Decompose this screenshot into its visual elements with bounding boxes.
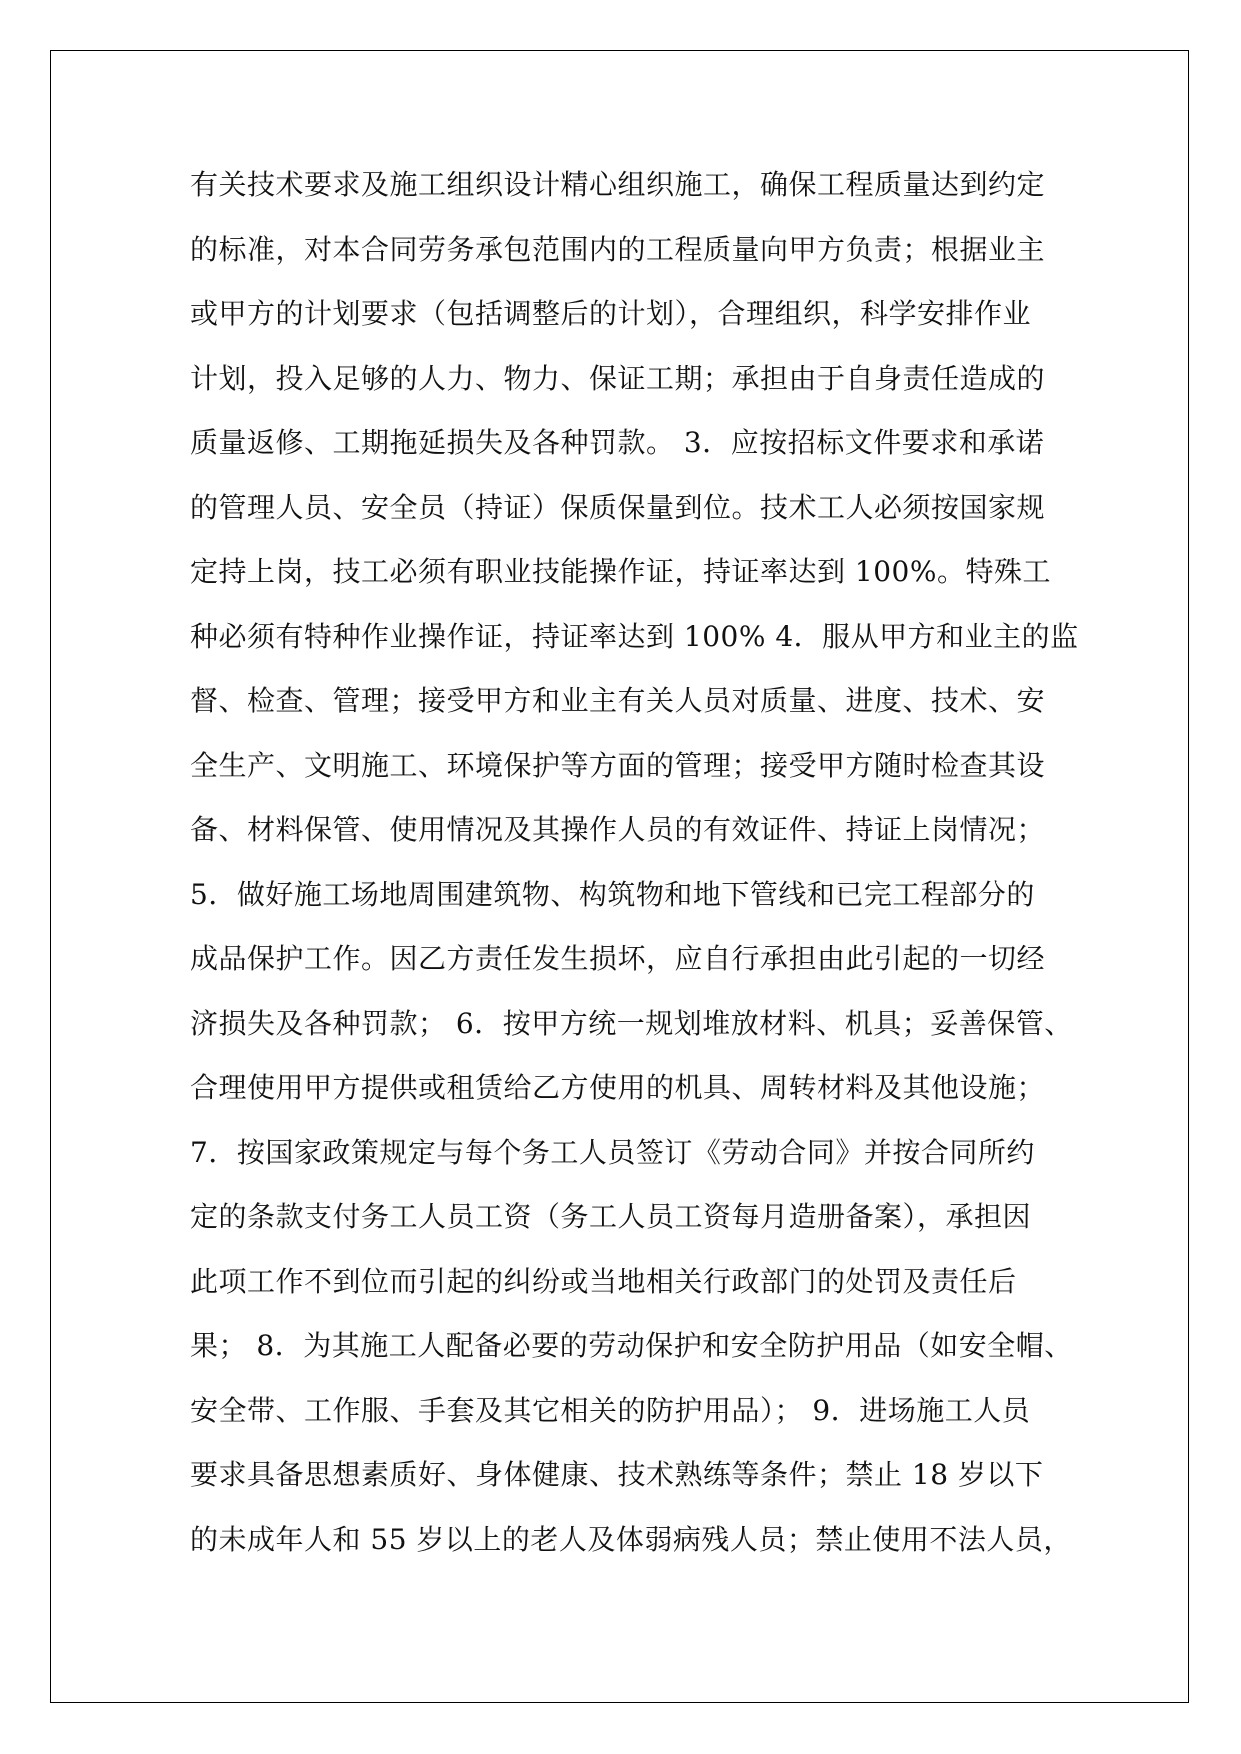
text-line: 定持上岗，技工必须有职业技能操作证，持证率达到 100%。特殊工 — [190, 555, 1051, 588]
text-line: 备、材料保管、使用情况及其操作人员的有效证件、持证上岗情况； — [190, 813, 1046, 846]
text-line: 种必须有特种作业操作证，持证率达到 100% 4．服从甲方和业主的监 — [190, 619, 1079, 653]
text-line: 督、检查、管理；接受甲方和业主有关人员对质量、进度、技术、安 — [190, 684, 1046, 717]
text-line: 此项工作不到位而引起的纠纷或当地相关行政部门的处罚及责任后 — [190, 1264, 1017, 1298]
text-line: 计划，投入足够的人力、物力、保证工期；承担由于自身责任造成的 — [190, 361, 1046, 395]
document-body — [190, 156, 1079, 1575]
text-line: 果； 8．为其施工人配备必要的劳动保护和安全防护用品（如安全帽、 — [190, 1329, 1073, 1362]
text-line: 合理使用甲方提供或租赁给乙方使用的机具、周转材料及其他设施； — [190, 1071, 1046, 1104]
text-line: 定的条款支付务工人员工资（务工人员工资每月造册备案），承担因 — [190, 1200, 1032, 1233]
text-line: 或甲方的计划要求（包括调整后的计划），合理组织，科学安排作业 — [190, 297, 1032, 330]
text-line: 安全带、工作服、手套及其它相关的防护用品）； 9．进场施工人员 — [190, 1393, 1031, 1427]
text-line: 的标准，对本合同劳务承包范围内的工程质量向甲方负责；根据业主 — [190, 232, 1046, 266]
text-line: 7．按国家政策规定与每个务工人员签订《劳动合同》并按合同所约 — [190, 1135, 1035, 1169]
text-line: 有关技术要求及施工组织设计精心组织施工，确保工程质量达到约定 — [190, 168, 1046, 201]
text-line: 成品保护工作。因乙方责任发生损坏，应自行承担由此引起的一切经 — [190, 942, 1046, 975]
text-line: 质量返修、工期拖延损失及各种罚款。 3．应按招标文件要求和承诺 — [190, 426, 1045, 459]
text-line: 济损失及各种罚款； 6．按甲方统一规划堆放材料、机具；妥善保管、 — [190, 1006, 1073, 1040]
text-line: 的未成年人和 55 岁以上的老人及体弱病残人员；禁止使用不法人员， — [190, 1522, 1072, 1556]
text-line: 5．做好施工场地周围建筑物、构筑物和地下管线和已完工程部分的 — [190, 877, 1035, 911]
text-line: 全生产、文明施工、环境保护等方面的管理；接受甲方随时检查其设 — [190, 748, 1046, 782]
text-line: 的管理人员、安全员（持证）保质保量到位。技术工人必须按国家规 — [190, 490, 1046, 524]
text-line: 要求具备思想素质好、身体健康、技术熟练等条件；禁止 18 岁以下 — [190, 1458, 1044, 1491]
